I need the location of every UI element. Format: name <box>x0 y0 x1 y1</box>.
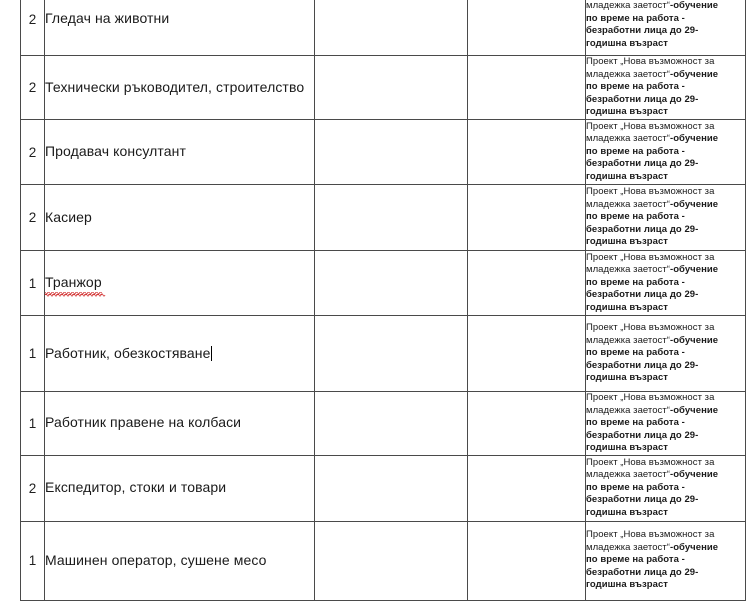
project-line-5: годишна възраст <box>586 106 745 119</box>
job-positions-table <box>20 0 746 601</box>
cell-job-title[interactable] <box>45 455 315 521</box>
project-line-4: безработни лица до 29- <box>586 360 745 373</box>
project-line-3: по време на работа - <box>586 146 745 159</box>
project-line-5: годишна възраст <box>586 302 745 315</box>
cell-project-description[interactable] <box>586 455 746 521</box>
cell-job-title[interactable] <box>45 0 315 56</box>
job-title-text: Касиер <box>45 209 92 225</box>
cell-job-title[interactable] <box>45 120 315 185</box>
cell-project-description[interactable] <box>586 521 746 600</box>
cell-blank-a[interactable] <box>315 56 468 120</box>
cell-blank-a[interactable] <box>315 0 468 56</box>
project-line-4: безработни лица до 29- <box>586 567 745 580</box>
project-line-5: годишна възраст <box>586 442 745 455</box>
project-line-1: Проект „Нова възможност за <box>586 252 745 265</box>
cell-job-title[interactable] <box>45 392 315 456</box>
project-line-2-bold: -обучение <box>670 335 718 346</box>
job-title-text-misspelled: Транжор <box>45 274 102 292</box>
project-line-2-regular: младежка заетост“ <box>586 542 670 553</box>
cell-count[interactable]: 1 <box>21 521 45 600</box>
project-line-2-bold: -обучение <box>670 542 718 553</box>
cell-blank-a[interactable] <box>315 251 468 316</box>
cell-job-title[interactable] <box>45 316 315 392</box>
project-line-2-regular: младежка заетост“ <box>586 199 670 210</box>
cell-count[interactable]: 2 <box>21 455 45 521</box>
cell-blank-b[interactable] <box>468 316 586 392</box>
table-container <box>20 0 745 601</box>
table-row[interactable] <box>21 521 746 600</box>
project-line-1: Проект „Нова възможност за <box>586 392 745 405</box>
project-line-4: безработни лица до 29- <box>586 289 745 302</box>
project-line-2-bold: -обучение <box>670 199 718 210</box>
project-line-2-regular: младежка заетост“ <box>586 335 670 346</box>
project-line-3: по време на работа - <box>586 347 745 360</box>
cell-blank-a[interactable] <box>315 120 468 185</box>
cell-count[interactable]: 2 <box>21 120 45 185</box>
job-title-text: Продавач консултант <box>45 143 186 159</box>
cell-count[interactable]: 1 <box>21 316 45 392</box>
project-line-1: Проект „Нова възможност за <box>586 322 745 335</box>
cell-blank-b[interactable] <box>468 56 586 120</box>
project-line-3: по време на работа - <box>586 211 745 224</box>
project-line-3: по време на работа - <box>586 277 745 290</box>
project-line-2 <box>586 405 745 418</box>
job-title-text: Експедитор, стоки и товари <box>45 479 226 495</box>
cell-blank-b[interactable] <box>468 392 586 456</box>
project-line-2-bold: -обучение <box>670 264 718 275</box>
cell-job-title[interactable] <box>45 521 315 600</box>
cell-job-title[interactable] <box>45 251 315 316</box>
project-line-3: по време на работа - <box>586 81 745 94</box>
project-line-2 <box>586 133 745 146</box>
cell-blank-a[interactable] <box>315 521 468 600</box>
project-line-4: безработни лица до 29- <box>586 158 745 171</box>
project-line-4: безработни лица до 29- <box>586 94 745 107</box>
project-line-1: Проект „Нова възможност за <box>586 186 745 199</box>
table-row[interactable] <box>21 56 746 120</box>
project-line-5: годишна възраст <box>586 171 745 184</box>
cell-blank-a[interactable] <box>315 316 468 392</box>
spellcheck-squiggle-icon <box>45 292 102 296</box>
project-line-2-bold: -обучение <box>670 69 718 80</box>
project-line-2-regular: младежка заетост“ <box>586 133 670 144</box>
cell-blank-b[interactable] <box>468 251 586 316</box>
project-line-2-bold: -обучение <box>670 405 718 416</box>
cell-blank-b[interactable] <box>468 120 586 185</box>
project-line-2 <box>586 199 745 212</box>
project-line-3: по време на работа - <box>586 482 745 495</box>
project-line-4: безработни лица до 29- <box>586 25 745 38</box>
cell-project-description[interactable] <box>586 56 746 120</box>
cell-count[interactable]: 2 <box>21 0 45 56</box>
project-line-2-bold: -обучение <box>670 0 718 11</box>
table-row[interactable] <box>21 0 746 56</box>
project-line-5: годишна възраст <box>586 507 745 520</box>
table-row[interactable] <box>21 455 746 521</box>
cell-project-description[interactable] <box>586 120 746 185</box>
project-line-2-bold: -обучение <box>670 133 718 144</box>
job-title-text: Машинен оператор, сушене месо <box>45 552 267 568</box>
cell-project-description[interactable] <box>586 185 746 251</box>
job-title-text: Технически ръководител, строителство <box>45 79 304 95</box>
project-line-2-regular: младежка заетост“ <box>586 0 670 11</box>
cell-count[interactable]: 2 <box>21 56 45 120</box>
project-line-2 <box>586 69 745 82</box>
project-line-5: годишна възраст <box>586 579 745 592</box>
project-line-4: безработни лица до 29- <box>586 494 745 507</box>
project-line-1: Проект „Нова възможност за <box>586 457 745 470</box>
table-row[interactable] <box>21 251 746 316</box>
table-row[interactable] <box>21 316 746 392</box>
project-line-3: по време на работа - <box>586 13 745 26</box>
project-line-2-bold: -обучение <box>670 469 718 480</box>
project-line-2-regular: младежка заетост“ <box>586 469 670 480</box>
cell-project-description[interactable] <box>586 251 746 316</box>
project-line-1: Проект „Нова възможност за <box>586 121 745 134</box>
table-row[interactable] <box>21 392 746 456</box>
job-title-text: Работник, обезкостяване <box>45 345 211 361</box>
project-line-5: годишна възраст <box>586 372 745 385</box>
cell-project-description[interactable] <box>586 0 746 56</box>
project-line-2 <box>586 335 745 348</box>
project-line-2 <box>586 542 745 555</box>
project-line-2-regular: младежка заетост“ <box>586 405 670 416</box>
project-line-4: безработни лица до 29- <box>586 430 745 443</box>
project-line-2 <box>586 469 745 482</box>
table-body <box>21 0 746 600</box>
project-line-3: по време на работа - <box>586 554 745 567</box>
table-row[interactable] <box>21 185 746 251</box>
project-line-1: Проект „Нова възможност за <box>586 56 745 69</box>
project-line-3: по време на работа - <box>586 417 745 430</box>
cell-project-description[interactable] <box>586 392 746 456</box>
cell-blank-b[interactable] <box>468 455 586 521</box>
project-line-5: годишна възраст <box>586 38 745 51</box>
cell-blank-b[interactable] <box>468 521 586 600</box>
cell-project-description[interactable] <box>586 316 746 392</box>
project-line-2-regular: младежка заетост“ <box>586 69 670 80</box>
cell-blank-a[interactable] <box>315 455 468 521</box>
text-caret <box>211 346 212 361</box>
job-title-text: Гледач на животни <box>45 10 169 26</box>
cell-blank-a[interactable] <box>315 185 468 251</box>
project-line-1: Проект „Нова възможност за <box>586 529 745 542</box>
cell-job-title[interactable] <box>45 185 315 251</box>
table-row[interactable] <box>21 120 746 185</box>
project-line-2-regular: младежка заетост“ <box>586 264 670 275</box>
cell-blank-a[interactable] <box>315 392 468 456</box>
cell-blank-b[interactable] <box>468 0 586 56</box>
job-title-text: Работник правене на колбаси <box>45 414 241 430</box>
cell-count[interactable]: 1 <box>21 251 45 316</box>
cell-job-title[interactable] <box>45 56 315 120</box>
project-line-2 <box>586 0 745 13</box>
project-line-5: годишна възраст <box>586 236 745 249</box>
cell-count[interactable]: 1 <box>21 392 45 456</box>
cell-count[interactable]: 2 <box>21 185 45 251</box>
project-line-4: безработни лица до 29- <box>586 224 745 237</box>
cell-blank-b[interactable] <box>468 185 586 251</box>
project-line-2 <box>586 264 745 277</box>
